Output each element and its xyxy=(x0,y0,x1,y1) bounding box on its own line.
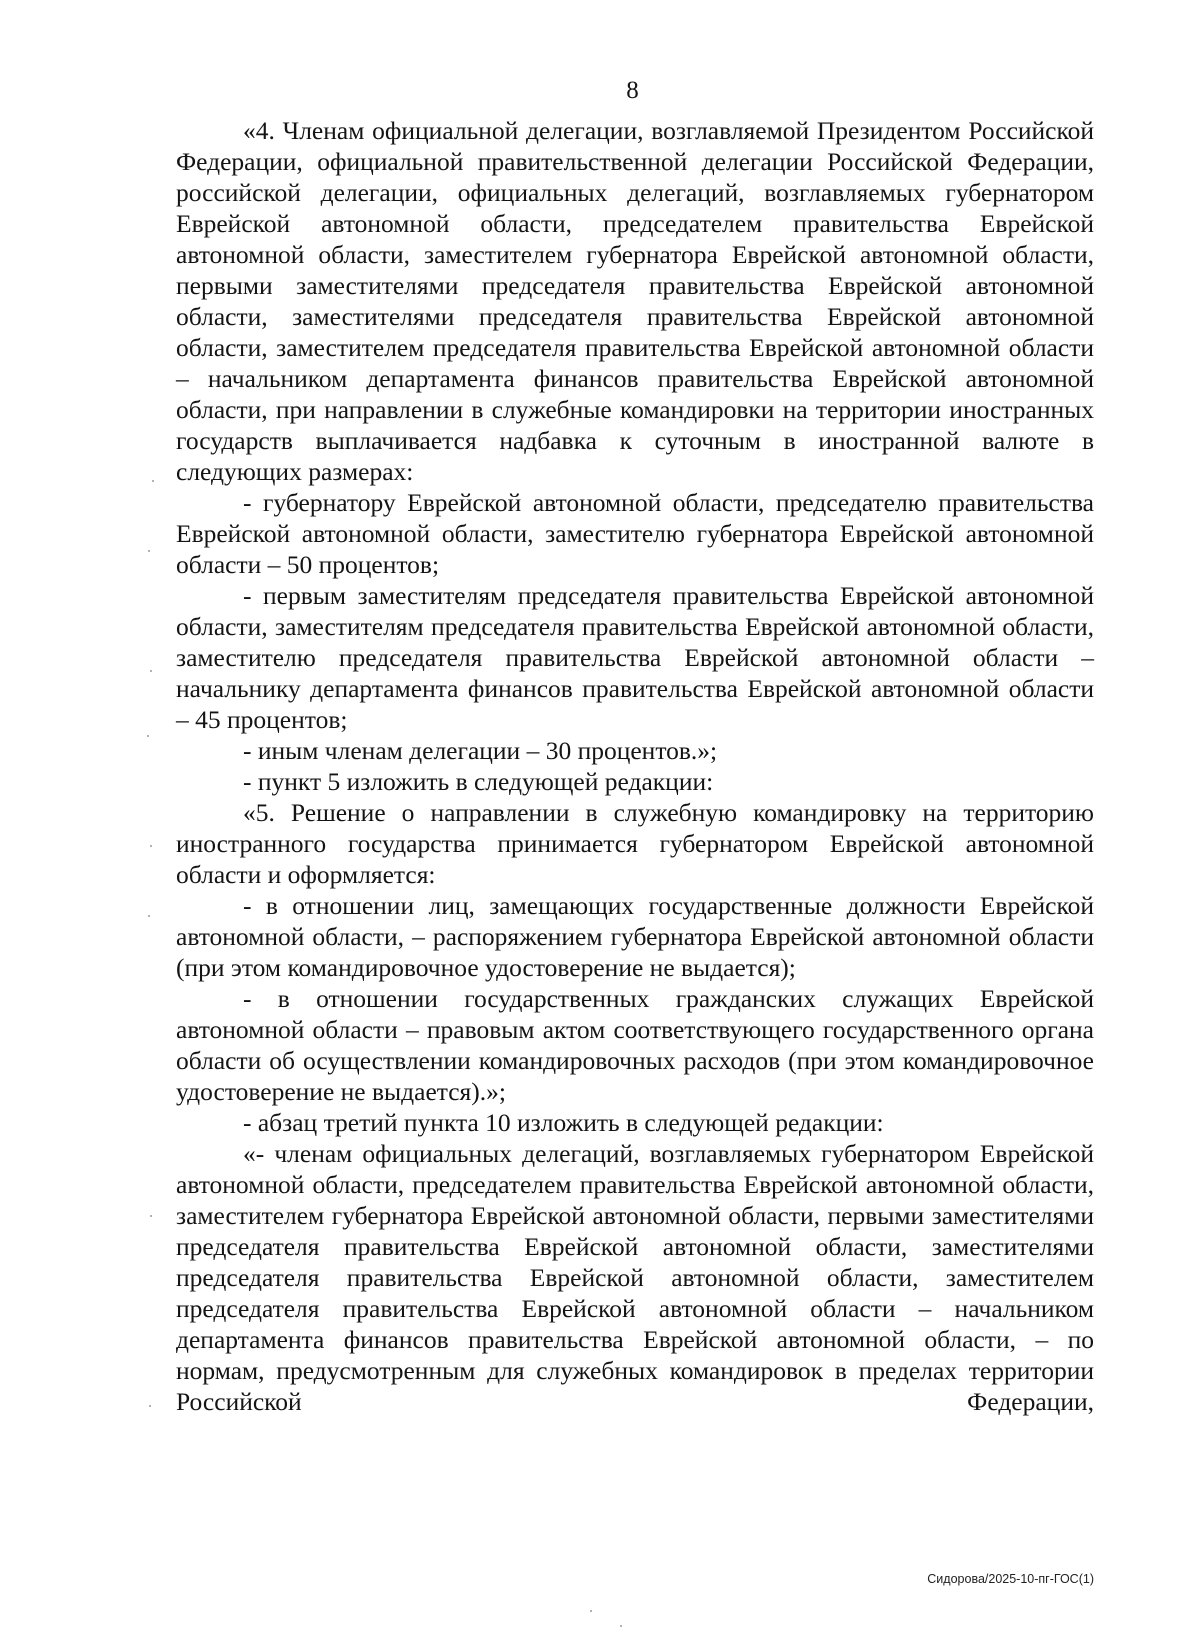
scan-speck xyxy=(152,480,154,482)
scan-speck xyxy=(149,1405,151,1407)
paragraph-state-positions: - в отношении лиц, замещающих государственные должности Еврейской автономной области, – распоряжением губернатора Еврейской автономной области (при этом командировочное удостоверение не выдается); xyxy=(176,891,1094,982)
paragraph-amend-item-10: - абзац третий пункта 10 изложить в следующей редакции: xyxy=(243,1108,884,1137)
document-body xyxy=(176,115,1094,1417)
scan-speck xyxy=(150,1215,152,1217)
page-number: 8 xyxy=(626,77,639,104)
scan-speck xyxy=(590,1610,592,1612)
scan-speck xyxy=(620,1625,622,1627)
paragraph-other-members-30-percent: - иным членам делегации – 30 процентов.»; xyxy=(243,736,718,765)
scan-speck xyxy=(147,735,149,737)
paragraph-deputies-45-percent: - первым заместителям председателя правительства Еврейской автономной области, заместителям председателя правительства Еврейской автономной области, заместителю председателя правительства Еврейской автономной области – начальнику департамента финансов правительства Еврейской автономной области – 45 процентов; xyxy=(176,581,1094,734)
paragraph-governor-50-percent: - губернатору Еврейской автономной области, председателю правительства Еврейской автономной области, заместителю губернатора Еврейской автономной области – 50 процентов; xyxy=(176,488,1094,579)
paragraph-item-10-delegations: «- членам официальных делегаций, возглавляемых губернатором Еврейской автономной области, председателем правительства Еврейской автономной области, заместителем губернатора Еврейской автономной области, первыми заместителями председателя правительства Еврейской автономной области, заместителями председателя правительства Еврейской автономной области, заместителем председателя правительства Еврейской автономной области – начальником департамента финансов правительства Еврейской автономной области, – по нормам, предусмотренным для служебных командировок в пределах территории Российской Федерации, xyxy=(176,1139,1094,1416)
paragraph-amend-item-5: - пункт 5 изложить в следующей редакции: xyxy=(243,767,714,796)
scan-speck xyxy=(150,845,152,847)
scan-speck xyxy=(148,550,150,552)
scan-speck xyxy=(150,670,152,672)
scan-speck xyxy=(148,915,150,917)
document-code: Сидорова/2025-10-пг-ГОС(1) xyxy=(927,1572,1094,1586)
paragraph-item-5-decision: «5. Решение о направлении в служебную командировку на территорию иностранного государства принимается губернатором Еврейской автономной области и оформляется: xyxy=(176,798,1094,889)
paragraph-civil-servants: - в отношении государственных гражданских служащих Еврейской автономной области – правовым актом соответствующего государственного органа области об осуществлении командировочных расходов (при этом командировочное удостоверение не выдается).»; xyxy=(176,984,1094,1106)
paragraph-item-4-allowance: «4. Членам официальной делегации, возглавляемой Президентом Российской Федерации, официальной правительственной делегации Российской Федерации, российской делегации, официальных делегаций, возглавляемых губернатором Еврейской автономной области, председателем правительства Еврейской автономной области, заместителем губернатора Еврейской автономной области, первыми заместителями председателя правительства Еврейской автономной области, заместителями председателя правительства Еврейской автономной области, заместителем председателя правительства Еврейской автономной области – начальником департамента финансов правительства Еврейской автономной области, при направлении в служебные командировки на территории иностранных государств выплачивается надбавка к суточным в иностранной валюте в следующих размерах: xyxy=(176,116,1094,486)
